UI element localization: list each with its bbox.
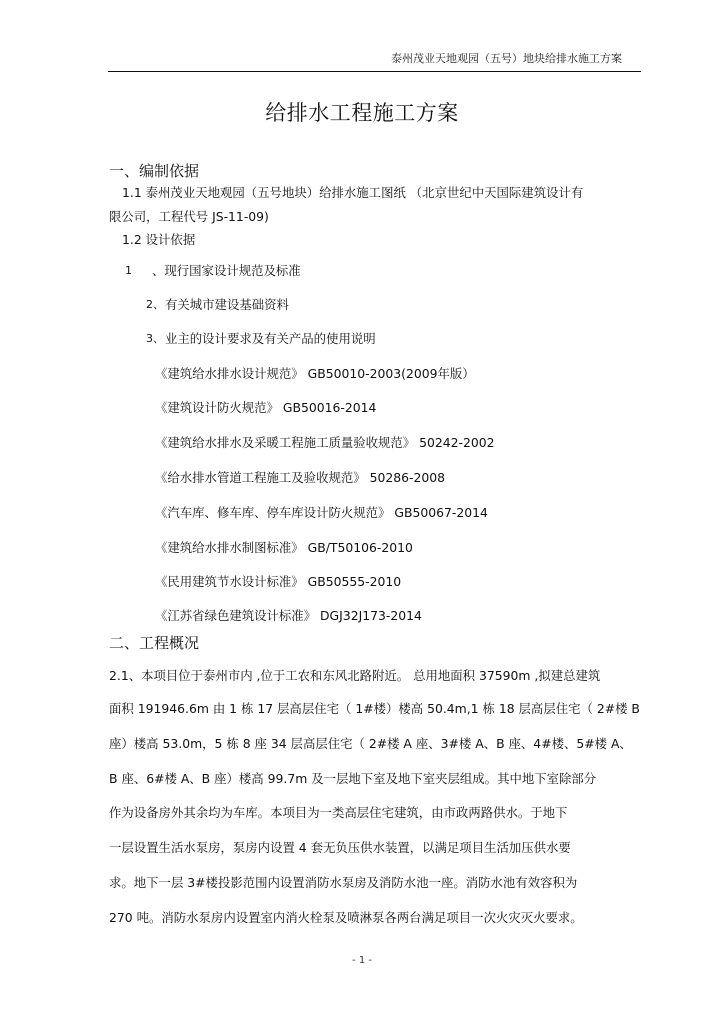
sub-item-1-number: 1 <box>125 264 132 277</box>
overview-line: 作为设备房外其余均为车库。本项目为一类高层住宅建筑，由市政两路供水。于地下 <box>109 805 568 820</box>
overview-line: 2.1、本项目位于泰州市内 ,位于工农和东风北路附近。 总用地面积 37590m ,拟建总建筑 <box>109 668 601 683</box>
overview-line: 一层设置生活水泵房，泵房内设置 4 套无负压供水装置，以满足项目生活加压供水要 <box>109 840 571 855</box>
section-heading-overview: 二、工程概况 <box>109 634 200 652</box>
standard-item: 《建筑设计防火规范》 GB50016-2014 <box>155 400 377 415</box>
overview-line: 面积 191946.6m 由 1 栋 17 层高层住宅（ 1#楼）楼高 50.4m,1 栋 18 层高层住宅（ 2#楼 B <box>109 701 640 716</box>
running-header: 泰州茂业天地观园（五号）地块给排水施工方案 <box>391 52 622 65</box>
sub-item-1-text: 、现行国家设计规范及标准 <box>152 263 301 278</box>
document-title: 给排水工程施工方案 <box>265 101 459 125</box>
standard-item: 《民用建筑节水设计标准》 GB50555-2010 <box>155 574 402 589</box>
header-rule <box>108 71 641 72</box>
item-1-1-line1: 1.1 泰州茂业天地观园（五号地块）给排水施工图纸 （北京世纪中天国际建筑设计有 <box>122 185 584 200</box>
standard-item: 《给水排水管道工程施工及验收规范》 50286-2008 <box>155 470 445 485</box>
sub-item-3-number: 3、 <box>146 332 164 345</box>
overview-line: 座）楼高 53.0m，5 栋 8 座 34 层高层住宅（ 2#楼 A 座、3#楼 A、B 座、4#楼、5#楼 A、 <box>109 736 632 751</box>
standard-item: 《汽车库、修车库、停车库设计防火规范》 GB50067-2014 <box>155 505 488 520</box>
overview-line: B 座、6#楼 A、B 座）楼高 99.7m 及一层地下室及地下室夹层组成。其中地下室除部分 <box>109 771 597 786</box>
sub-item-2-text: 有关城市建设基础资料 <box>165 297 289 312</box>
item-1-1-line2: 限公司，工程代号 JS-11-09) <box>109 209 269 224</box>
sub-item-3-text: 业主的设计要求及有关产品的使用说明 <box>165 331 376 346</box>
overview-line: 求。地下一层 3#楼投影范围内设置消防水泵房及消防水池一座。消防水池有效容积为 <box>109 875 578 890</box>
item-1-2: 1.2 设计依据 <box>122 232 196 247</box>
standard-item: 《江苏省绿色建筑设计标准》 DGJ32J173-2014 <box>155 608 422 623</box>
overview-line: 270 吨。消防水泵房内设置室内消火栓泵及喷淋泵各两台满足项目一次火灾灭火要求。 <box>109 910 583 925</box>
section-heading-basis: 一、编制依据 <box>109 162 200 180</box>
standard-item: 《建筑给水排水设计规范》 GB50010-2003(2009年版） <box>155 366 475 381</box>
sub-item-2-number: 2、 <box>146 298 164 311</box>
page-number: - 1 - <box>352 955 372 966</box>
standard-item: 《建筑给水排水制图标准》 GB/T50106-2010 <box>155 540 413 555</box>
standard-item: 《建筑给水排水及采暖工程施工质量验收规范》 50242-2002 <box>155 435 495 450</box>
